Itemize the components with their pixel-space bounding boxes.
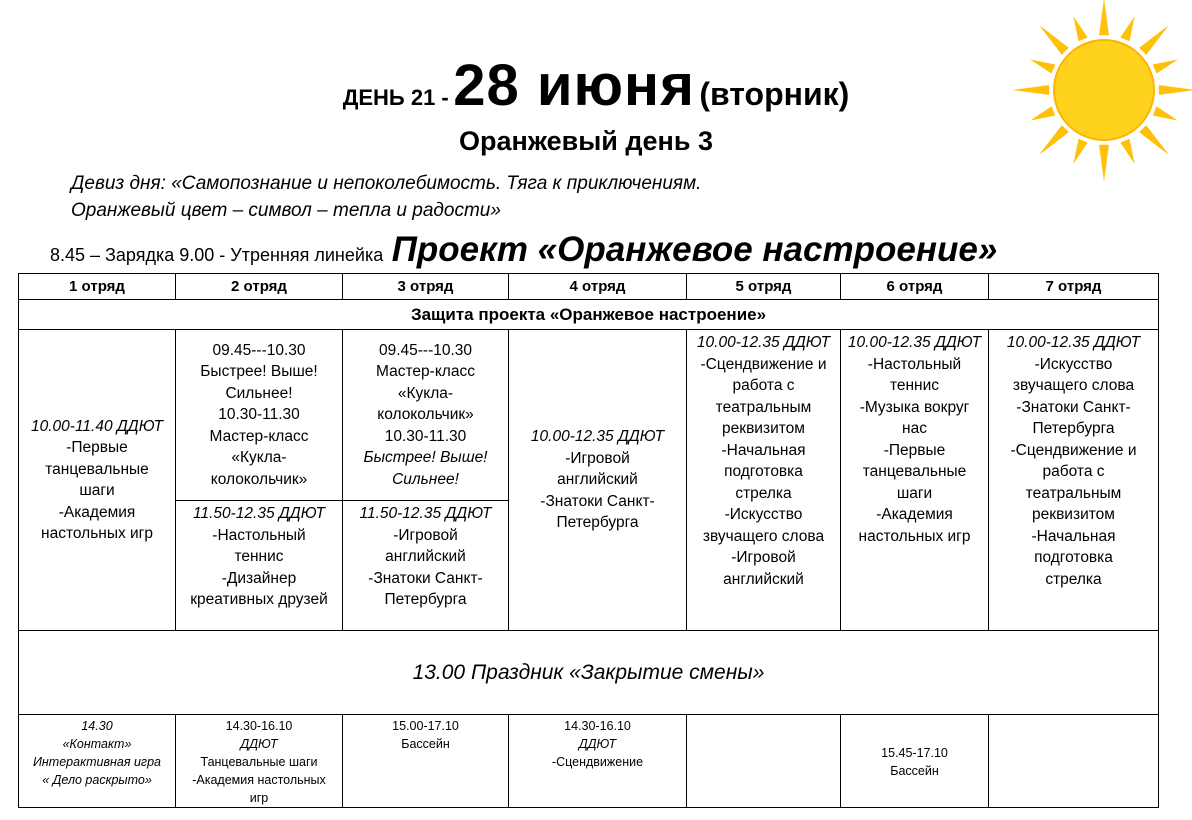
schedule-cell	[509, 715, 687, 808]
cell-lines	[691, 354, 836, 591]
cell-line: 14.30	[81, 719, 113, 733]
schedule-cell	[841, 330, 989, 631]
cell-line: колокольчик»	[210, 470, 308, 488]
schedule-cell	[176, 501, 343, 631]
cell-line: работа с	[732, 377, 795, 394]
cell-line: ДДЮТ	[578, 737, 617, 751]
day-subtitle: Оранжевый день 3	[459, 126, 713, 156]
cell-time: 10.00-12.35 ДДЮТ	[1006, 334, 1141, 351]
cell-line: работа с	[1042, 463, 1105, 480]
schedule-cell	[343, 715, 509, 808]
cell-line: -Академия	[58, 503, 136, 521]
cell-lines	[180, 340, 338, 491]
morning-schedule-line	[50, 230, 997, 270]
table-row	[19, 300, 1159, 330]
cell-line: Интерактивная игра	[32, 755, 162, 769]
cell-lines	[180, 717, 338, 735]
cell-line: Мастер-класс	[209, 427, 309, 445]
page-title	[0, 52, 1192, 119]
day-number: ДЕНЬ 21 -	[342, 85, 449, 110]
cell-line: колокольчик»	[377, 406, 474, 424]
cell-line: -Знатоки Санкт-	[1016, 398, 1131, 416]
cell-line: -Знатоки Санкт-	[540, 492, 655, 510]
cell-lines	[23, 717, 171, 789]
column-header: 1 отряд	[19, 274, 176, 300]
cell-line: «Кукла-	[397, 384, 454, 402]
cell-line: -Сцендвижение и	[700, 355, 827, 373]
cell-line: реквизитом	[722, 420, 805, 437]
cell-line: 14.30-16.10	[564, 719, 631, 733]
table-row	[19, 715, 1159, 808]
cell-line: -Академия	[876, 506, 953, 523]
cell-lines	[845, 354, 984, 548]
cell-line: -Первые	[66, 439, 128, 456]
cell-line: -Искусство	[1034, 355, 1113, 373]
column-header: 6 отряд	[841, 274, 989, 300]
table-header-row	[19, 274, 1159, 300]
cell-line: Танцевальные шаги	[200, 755, 318, 769]
schedule-cell	[687, 330, 841, 631]
cell-time: 10.00-12.35 ДДЮТ	[530, 428, 665, 446]
cell-line: Сильнее!	[392, 470, 459, 488]
cell-line: стрелка	[735, 484, 792, 502]
cell-line: танцевальные	[45, 460, 149, 478]
cell-line: -Игровой	[565, 449, 630, 467]
cell-line: реквизитом	[1032, 506, 1115, 523]
cell-line: настольных игр	[41, 525, 153, 542]
cell-line: нас	[902, 420, 927, 437]
cell-lines	[845, 744, 984, 780]
cell-line: -Первые	[883, 441, 946, 459]
cell-line: -Сцендвижение	[551, 755, 644, 769]
cell-line: Бассейн	[401, 737, 450, 751]
cell-time: 10.00-11.40 ДДЮТ	[31, 417, 163, 435]
sun-ray	[1039, 25, 1069, 55]
cell-line: Бассейн	[890, 764, 939, 778]
cell-line: Петербурга	[1032, 420, 1115, 437]
schedule-cell	[176, 715, 343, 808]
cell-line: «Кукла-	[231, 449, 287, 467]
cell-line: шаги	[896, 484, 933, 502]
cell-lines	[513, 753, 682, 771]
cell-line: игр	[249, 791, 269, 805]
schedule-cell	[19, 715, 176, 808]
cell-line: Мастер-класс	[376, 363, 475, 381]
cell-lines	[180, 525, 338, 611]
cell-lines	[23, 437, 171, 545]
cell-line: 15.45-17.10	[881, 746, 948, 760]
schedule-cell	[19, 330, 176, 631]
cell-line: -Игровой	[393, 526, 458, 544]
cell-line: -Искусство	[724, 506, 803, 523]
schedule-cell	[989, 330, 1159, 631]
schedule-cell	[687, 715, 841, 808]
cell-lines	[347, 340, 504, 448]
cell-line: « Дело раскрыто»	[42, 773, 152, 787]
morning-schedule: 8.45 – Зарядка 9.00 - Утренняя линейка	[50, 245, 384, 265]
schedule-cell	[509, 330, 687, 631]
cell-line: 10.30-11.30	[384, 427, 467, 445]
cell-line: подготовка	[1034, 549, 1113, 566]
cell-lines	[180, 753, 338, 807]
sun-ray	[1099, 0, 1109, 35]
cell-line: -Настольный	[867, 355, 962, 373]
cell-line: -Настольный	[212, 526, 306, 544]
table-row	[19, 631, 1159, 715]
cell-line: -Музыка вокруг	[859, 398, 970, 416]
cell-time: 11.50-12.35 ДДЮТ	[193, 505, 325, 522]
cell-line: английский	[385, 548, 466, 565]
cell-line: 09.45---10.30	[378, 341, 473, 359]
motto-line: Девиз дня: «Самопознание и непоколебимость. Тяга к приключениям.	[71, 173, 702, 194]
cell-line: звучащего слова	[702, 527, 825, 545]
cell-line: звучащего слова	[1012, 377, 1135, 394]
cell-line: 09.45---10.30	[212, 341, 306, 359]
cell-line: театральным	[715, 398, 812, 416]
cell-line: -Знатоки Санкт-	[368, 569, 483, 587]
cell-line: стрелка	[1045, 570, 1102, 588]
cell-line: теннис	[889, 377, 940, 394]
cell-lines	[513, 448, 682, 534]
column-header: 5 отряд	[687, 274, 841, 300]
cell-line: -Игровой	[731, 549, 796, 566]
cell-time: 11.50-12.35 ДДЮТ	[359, 505, 492, 522]
sun-ray	[1120, 16, 1134, 41]
cell-line: -Сцендвижение и	[1010, 441, 1137, 459]
cell-time: 10.00-12.35 ДДЮТ	[696, 334, 831, 351]
cell-lines	[347, 447, 504, 490]
project-title: Проект «Оранжевое настроение»	[391, 230, 998, 269]
cell-line: -Дизайнер	[221, 569, 297, 587]
cell-line: 10.30-11.30	[218, 406, 300, 424]
cell-line: шаги	[79, 482, 115, 499]
closing-holiday: 13.00 Праздник «Закрытие смены»	[19, 631, 1159, 715]
cell-line: подготовка	[724, 463, 803, 480]
schedule-cell	[989, 715, 1159, 808]
weekday: (вторник)	[699, 76, 850, 112]
cell-line: театральным	[1025, 484, 1122, 502]
cell-line: Петербурга	[556, 514, 639, 532]
cell-line: танцевальные	[862, 463, 967, 480]
schedule-table	[18, 273, 1159, 808]
sun-ray	[1139, 25, 1169, 55]
cell-line: Сильнее!	[225, 384, 293, 402]
schedule-cell	[176, 330, 343, 501]
cell-line: -Академия настольных	[192, 773, 326, 787]
cell-lines	[180, 735, 338, 753]
cell-lines	[347, 525, 504, 611]
cell-line: настольных игр	[858, 527, 971, 545]
cell-line: 14.30-16.10	[225, 719, 293, 733]
cell-line: английский	[557, 471, 638, 489]
cell-lines	[993, 354, 1154, 591]
cell-line: Петербурга	[384, 591, 467, 608]
schedule-cell	[343, 330, 509, 501]
schedule-cell	[343, 501, 509, 631]
cell-line: «Контакт»	[62, 737, 132, 751]
cell-lines	[513, 735, 682, 753]
column-header: 3 отряд	[343, 274, 509, 300]
project-defense: Защита проекта «Оранжевое настроение»	[19, 300, 1159, 330]
cell-line: Быстрее! Выше!	[363, 449, 488, 467]
sun-ray	[1073, 16, 1087, 41]
cell-lines	[347, 717, 504, 753]
cell-line: -Начальная	[1031, 527, 1116, 545]
day-motto	[71, 170, 701, 224]
cell-line: -Начальная	[721, 441, 806, 459]
cell-time: 10.00-12.35 ДДЮТ	[847, 334, 982, 351]
column-header: 7 отряд	[989, 274, 1159, 300]
cell-line: теннис	[234, 548, 284, 565]
column-header: 2 отряд	[176, 274, 343, 300]
cell-lines	[513, 717, 682, 735]
motto-line: Оранжевый цвет – символ – тепла и радости»	[71, 200, 501, 221]
column-header: 4 отряд	[509, 274, 687, 300]
cell-line: креативных друзей	[190, 591, 328, 608]
schedule-cell	[841, 715, 989, 808]
cell-line: английский	[723, 570, 804, 588]
cell-line: 15.00-17.10	[392, 719, 459, 733]
date: 28 июня	[453, 53, 695, 118]
cell-line: Быстрее! Выше!	[200, 363, 318, 381]
table-row	[19, 330, 1159, 501]
cell-line: ДДЮТ	[240, 737, 278, 751]
